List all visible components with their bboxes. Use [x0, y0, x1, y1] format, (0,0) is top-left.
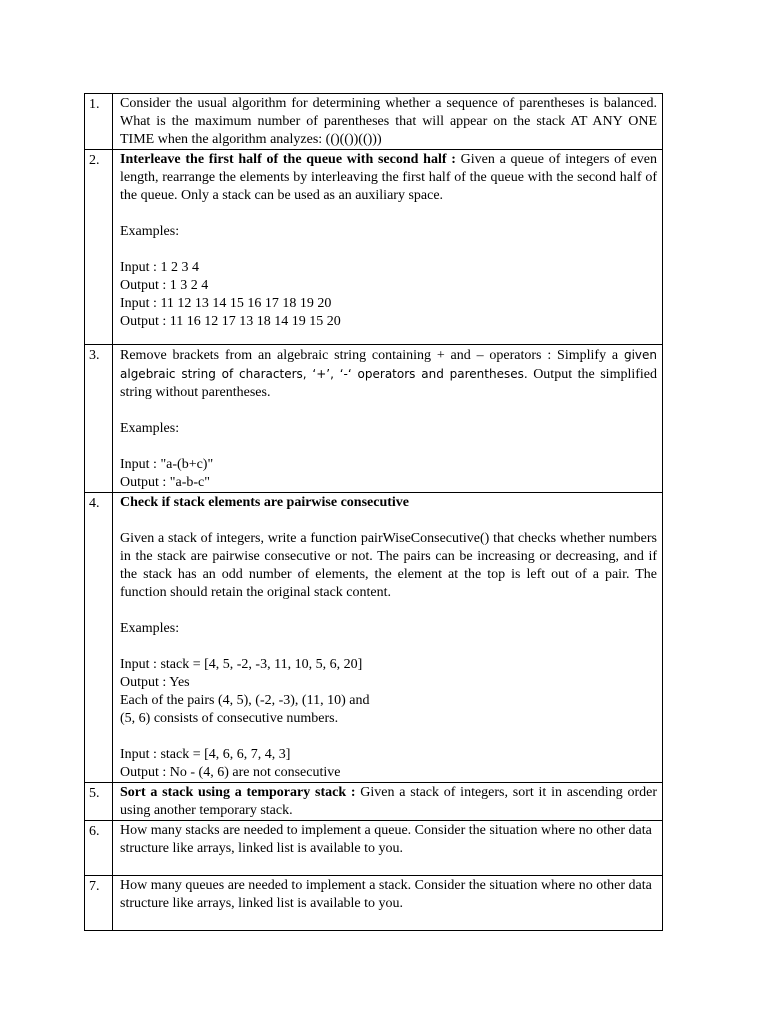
examples-label: Examples: — [120, 224, 180, 239]
example-line: Output : 1 3 2 4 — [120, 278, 209, 293]
examples-label: Examples: — [120, 421, 180, 436]
example-line: Input : stack = [4, 5, -2, -3, 11, 10, 5, 6, 20] — [120, 657, 363, 672]
question-title: Check if stack elements are pairwise consecutive — [120, 495, 410, 510]
question-text-part: Output the simplified string without parentheses. — [120, 367, 658, 400]
question-body — [113, 783, 663, 821]
question-text-part: given algebraic string of characters, ‘+’, ‘-‘ operators and parentheses. — [120, 348, 657, 381]
question-row-6 — [85, 821, 663, 876]
questions-table — [84, 93, 663, 931]
example-line: Output : 11 16 12 17 13 18 14 19 15 20 — [120, 314, 341, 329]
question-row-3 — [85, 345, 663, 493]
question-row-2 — [85, 150, 663, 345]
question-body — [113, 150, 663, 345]
example-line: Output : No - (4, 6) are not consecutive — [120, 765, 341, 780]
question-body — [113, 821, 663, 876]
question-body — [113, 345, 663, 493]
example-line: Each of the pairs (4, 5), (-2, -3), (11, 10) and — [120, 693, 370, 708]
question-body — [113, 94, 663, 150]
question-body — [113, 493, 663, 783]
question-body — [113, 876, 663, 931]
example-line: Input : 11 12 13 14 15 16 17 18 19 20 — [120, 296, 332, 311]
question-number: 3. — [85, 345, 113, 493]
question-number: 2. — [85, 150, 113, 345]
question-text: Consider the usual algorithm for determining whether a sequence of parentheses is balanced. What is the maximum number of parentheses that will appear on the stack AT ANY ONE TIME when the algorithm analyzes: (()(())(())) — [120, 96, 657, 147]
question-text: How many queues are needed to implement a stack. Consider the situation where no other data structure like arrays, linked list is available to you. — [120, 878, 652, 911]
question-row-4 — [85, 493, 663, 783]
question-row-7 — [85, 876, 663, 931]
question-number: 4. — [85, 493, 113, 783]
question-description: Given a queue of integers of even length, rearrange the elements by interleaving the first half of the queue with the second half of the queue. Only a stack can be used as an auxiliary space. — [120, 152, 657, 203]
question-title: Sort a stack using a temporary stack : — [120, 785, 356, 800]
question-text: Given a stack of integers, write a function pairWiseConsecutive() that checks whether numbers in the stack are pairwise consecutive or not. The pairs can be increasing or decreasing, and if the stack has an odd number of elements, the element at the top is left out of a pair. The function should retain the original stack content. — [120, 531, 657, 600]
example-line: Input : stack = [4, 6, 6, 7, 4, 3] — [120, 747, 291, 762]
question-title: Interleave the first half of the queue with second half : — [120, 152, 456, 167]
question-description: Given a stack of integers, sort it in ascending order using another temporary stack. — [120, 785, 657, 818]
question-number: 7. — [85, 876, 113, 931]
example-line: Input : 1 2 3 4 — [120, 260, 199, 275]
example-line: (5, 6) consists of consecutive numbers. — [120, 711, 339, 726]
question-text: How many stacks are needed to implement a queue. Consider the situation where no other data structure like arrays, linked list is available to you. — [120, 823, 652, 856]
question-text — [120, 151, 657, 205]
example-line: Output : "a-b-c" — [120, 475, 210, 490]
question-text — [120, 346, 657, 402]
question-text — [120, 784, 657, 820]
question-number: 1. — [85, 94, 113, 150]
question-number: 6. — [85, 821, 113, 876]
question-row-1 — [85, 94, 663, 150]
question-number: 5. — [85, 783, 113, 821]
example-line: Output : Yes — [120, 675, 190, 690]
examples-label: Examples: — [120, 621, 180, 636]
question-row-5 — [85, 783, 663, 821]
question-text-part: Remove brackets from an algebraic string containing + and – operators : Simplify a — [120, 348, 624, 363]
example-line: Input : "a-(b+c)" — [120, 457, 214, 472]
